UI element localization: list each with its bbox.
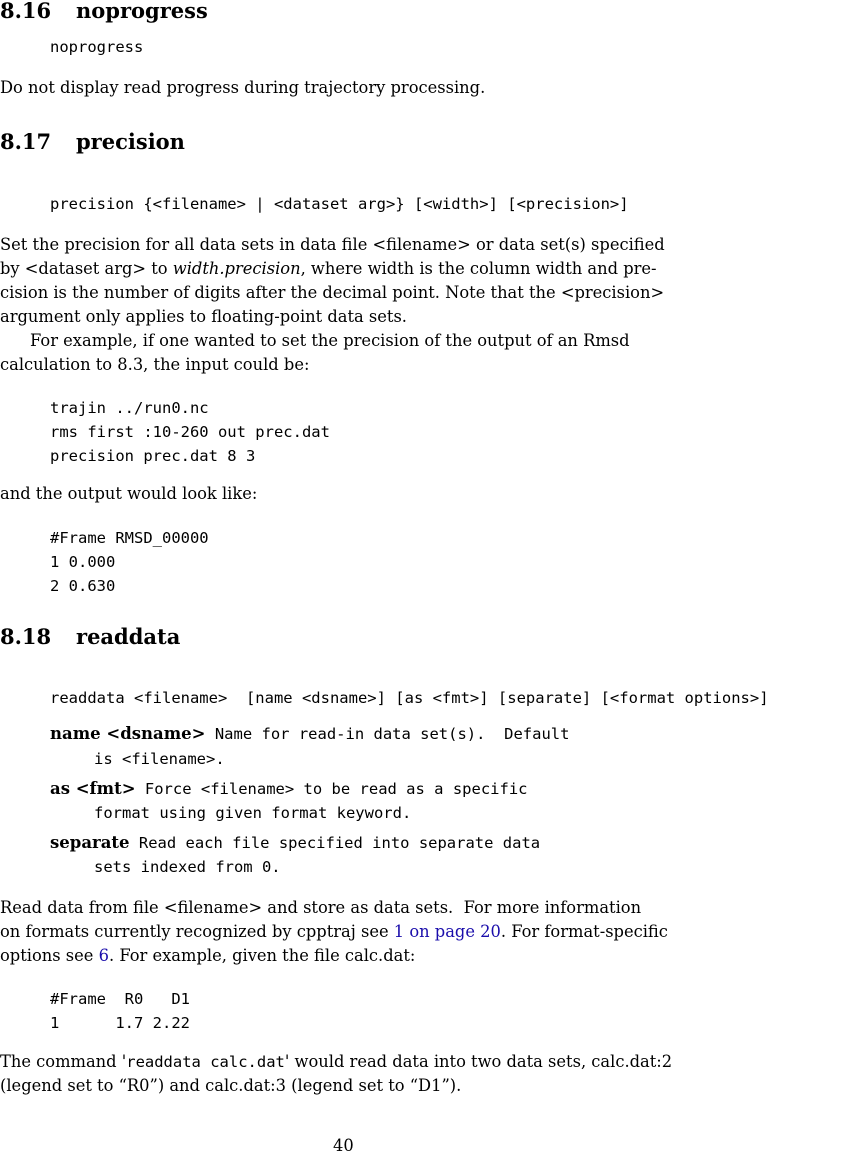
option-term: as <fmt> xyxy=(50,779,136,798)
code-line: rms first :10-260 out prec.dat xyxy=(50,423,330,441)
readdata-paragraph-1: Read data from file <filename> and store as data sets. For more information on formats currently recognized by cpptraj see 1 on page 20. For format-specific options see 6. For example, given the file calc.dat: xyxy=(0,898,668,965)
precision-paragraph-1: Set the precision for all data sets in data file <filename> or data set(s) specified by <dataset arg> to width.precision, where width is the column width and pre- cision is the number of digits after the decimal point. Note that the <precision> argument only applies to floating-point data sets. xyxy=(0,235,665,326)
option-term: separate xyxy=(50,833,130,852)
code-line: 2 0.630 xyxy=(50,577,116,595)
code-line: trajin ../run0.nc xyxy=(50,399,209,417)
option-term: name <dsname> xyxy=(50,724,206,743)
code-line: #Frame RMSD_00000 xyxy=(50,529,209,547)
precision-paragraph-2: For example, if one wanted to set the precision of the output of an Rmsd calculation to 8.3, the input could be: xyxy=(0,331,630,374)
section-title: precision xyxy=(76,129,185,154)
syntax-noprogress: noprogress xyxy=(50,38,144,56)
section-number: 8.16 xyxy=(0,0,52,23)
syntax-readdata: readdata <filename> [name <dsname>] [as <fmt>] [separate] [<format options>] xyxy=(50,689,769,707)
section-title: noprogress xyxy=(76,0,208,23)
section-heading-8-16 xyxy=(0,0,208,23)
option-separate-continued: sets indexed from 0. xyxy=(94,858,281,876)
section-heading-8-17 xyxy=(0,129,185,154)
precision-paragraph-3: and the output would look like: xyxy=(0,484,258,503)
code-block-precision-output xyxy=(50,526,209,598)
option-as: as <fmt> Force <filename> to be read as a specific xyxy=(50,779,528,798)
section-title: readdata xyxy=(76,624,181,649)
option-separate: separate Read each file specified into separate data xyxy=(50,833,541,852)
code-line: 1 0.000 xyxy=(50,553,116,571)
section-number: 8.18 xyxy=(0,624,52,649)
syntax-precision: precision {<filename> | <dataset arg>} [<width>] [<precision>] xyxy=(50,195,629,213)
code-line: #Frame R0 D1 xyxy=(50,990,190,1008)
section-heading-8-18 xyxy=(0,624,180,649)
page-number: 40 xyxy=(333,1136,354,1155)
option-name: name <dsname> Name for read-in data set(s). Default xyxy=(50,724,570,743)
link-section-6[interactable]: 6 xyxy=(98,946,109,965)
option-as-continued: format using given format keyword. xyxy=(94,804,412,822)
code-line: precision prec.dat 8 3 xyxy=(50,447,256,465)
code-line: 1 1.7 2.22 xyxy=(50,1014,190,1032)
code-block-calc-dat xyxy=(50,987,190,1035)
link-formats-table[interactable]: 1 on page 20 xyxy=(393,922,501,941)
noprogress-description: Do not display read progress during trajectory processing. xyxy=(0,78,486,97)
readdata-paragraph-2: The command 'readdata calc.dat' would read data into two data sets, calc.dat:2 (legend set to “R0”) and calc.dat:3 (legend set to “D1”). xyxy=(0,1052,673,1095)
code-block-precision-input xyxy=(50,396,330,468)
section-number: 8.17 xyxy=(0,129,52,154)
option-name-continued: is <filename>. xyxy=(94,750,225,768)
